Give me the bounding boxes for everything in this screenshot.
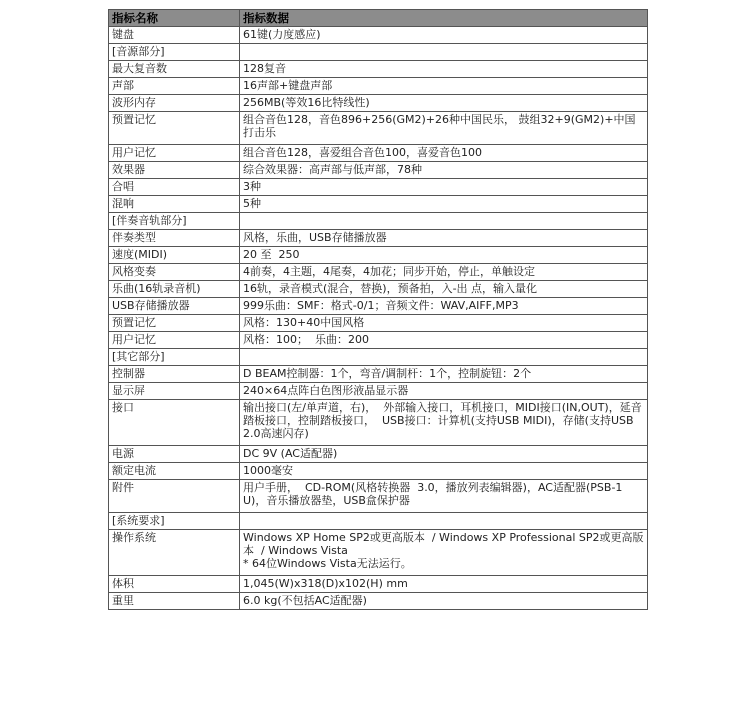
spec-name-cell: 额定电流: [109, 463, 240, 480]
spec-name-cell: 声部: [109, 78, 240, 95]
table-row: [109, 383, 648, 400]
spec-name-cell: 乐曲(16轨录音机): [109, 281, 240, 298]
spec-value-cell: 3种: [240, 179, 648, 196]
spec-value-cell: 1,045(W)x318(D)x102(H) mm: [240, 576, 648, 593]
table-row: [109, 593, 648, 610]
table-row: [109, 315, 648, 332]
spec-value-cell: 输出接口(左/单声道，右)， 外部输入接口，耳机接口，MIDI接口(IN,OUT)，延音踏板接口，控制踏板接口， USB接口：计算机(支持USB MIDI)，存储(支持USB 2.0高速闪存): [240, 400, 648, 446]
spec-value-cell: 256MB(等效16比特线性): [240, 95, 648, 112]
spec-value-cell: [240, 213, 648, 230]
spec-value-cell: 240×64点阵白色图形液晶显示器: [240, 383, 648, 400]
spec-value-cell: 16轨，录音模式(混合，替换)，预备拍，入-出 点，输入量化: [240, 281, 648, 298]
spec-name-cell: 用户记忆: [109, 145, 240, 162]
spec-name-cell: 预置记忆: [109, 315, 240, 332]
table-row: [109, 61, 648, 78]
spec-name-cell: 效果器: [109, 162, 240, 179]
table-row: [109, 332, 648, 349]
spec-name-cell: 速度(MIDI): [109, 247, 240, 264]
table-row: [109, 230, 648, 247]
spec-name-cell: 接口: [109, 400, 240, 446]
table-row: [109, 247, 648, 264]
spec-name-cell: 预置记忆: [109, 112, 240, 145]
spec-value-cell: 61键(力度感应): [240, 27, 648, 44]
spec-name-cell: 最大复音数: [109, 61, 240, 78]
spec-name-cell: [音源部分]: [109, 44, 240, 61]
table-row: [109, 264, 648, 281]
spec-table-body: [109, 27, 648, 610]
spec-value-cell: D BEAM控制器：1个，弯音/调制杆：1个，控制旋钮：2个: [240, 366, 648, 383]
table-row: [109, 463, 648, 480]
spec-value-cell: 6.0 kg(不包括AC适配器): [240, 593, 648, 610]
spec-value-cell: 用户手册， CD-ROM(风格转换器 3.0，播放列表编辑器)，AC适配器(PSB-1U)，音乐播放器垫，USB盒保护器: [240, 480, 648, 513]
spec-value-cell: [240, 44, 648, 61]
table-row: [109, 27, 648, 44]
table-row: [109, 179, 648, 196]
spec-name-cell: [伴奏音轨部分]: [109, 213, 240, 230]
spec-name-cell: 显示屏: [109, 383, 240, 400]
table-row: [109, 112, 648, 145]
spec-name-cell: USB存储播放器: [109, 298, 240, 315]
table-row: [109, 196, 648, 213]
spec-value-cell: 风格：130+40中国风格: [240, 315, 648, 332]
spec-name-cell: 伴奏类型: [109, 230, 240, 247]
table-row: [109, 44, 648, 61]
spec-name-cell: 附件: [109, 480, 240, 513]
table-row: [109, 576, 648, 593]
spec-value-cell: 4前奏，4主题，4尾奏，4加花；同步开始，停止，单触设定: [240, 264, 648, 281]
spec-value-cell: 组合音色128，喜爱组合音色100，喜爱音色100: [240, 145, 648, 162]
spec-value-cell: 风格，乐曲，USB存储播放器: [240, 230, 648, 247]
table-row: [109, 480, 648, 513]
spec-value-cell: Windows XP Home SP2或更高版本 / Windows XP Professional SP2或更高版本 / Windows Vista * 64位Windows Vista无法运行。: [240, 530, 648, 576]
spec-value-cell: 风格：100； 乐曲：200: [240, 332, 648, 349]
spec-value-cell: 20 至 250: [240, 247, 648, 264]
spec-name-cell: 风格变奏: [109, 264, 240, 281]
spec-value-cell: 1000毫安: [240, 463, 648, 480]
table-row: [109, 162, 648, 179]
spec-name-cell: 重里: [109, 593, 240, 610]
spec-value-cell: 16声部+键盘声部: [240, 78, 648, 95]
spec-name-cell: 操作系统: [109, 530, 240, 576]
spec-value-cell: 组合音色128，音色896+256(GM2)+26种中国民乐， 鼓组32+9(GM2)+中国打击乐: [240, 112, 648, 145]
spec-name-cell: [其它部分]: [109, 349, 240, 366]
spec-value-cell: [240, 513, 648, 530]
spec-name-cell: 电源: [109, 446, 240, 463]
spec-name-cell: 用户记忆: [109, 332, 240, 349]
table-header-row: [109, 10, 648, 27]
table-row: [109, 366, 648, 383]
header-value: 指标数据: [240, 10, 648, 27]
table-row: [109, 446, 648, 463]
spec-value-cell: 综合效果器：高声部与低声部，78种: [240, 162, 648, 179]
table-row: [109, 213, 648, 230]
spec-table: [108, 9, 648, 610]
table-row: [109, 78, 648, 95]
table-row: [109, 530, 648, 576]
table-row: [109, 298, 648, 315]
spec-name-cell: 波形内存: [109, 95, 240, 112]
table-row: [109, 400, 648, 446]
spec-name-cell: 混响: [109, 196, 240, 213]
spec-value-cell: 128复音: [240, 61, 648, 78]
spec-name-cell: [系统要求]: [109, 513, 240, 530]
table-row: [109, 95, 648, 112]
table-row: [109, 281, 648, 298]
spec-value-cell: DC 9V (AC适配器): [240, 446, 648, 463]
table-row: [109, 513, 648, 530]
spec-name-cell: 合唱: [109, 179, 240, 196]
spec-name-cell: 体积: [109, 576, 240, 593]
spec-value-cell: 999乐曲：SMF：格式-0/1；音频文件：WAV,AIFF,MP3: [240, 298, 648, 315]
spec-name-cell: 控制器: [109, 366, 240, 383]
spec-value-cell: 5种: [240, 196, 648, 213]
header-name: 指标名称: [109, 10, 240, 27]
spec-value-cell: [240, 349, 648, 366]
spec-name-cell: 键盘: [109, 27, 240, 44]
table-row: [109, 349, 648, 366]
table-row: [109, 145, 648, 162]
